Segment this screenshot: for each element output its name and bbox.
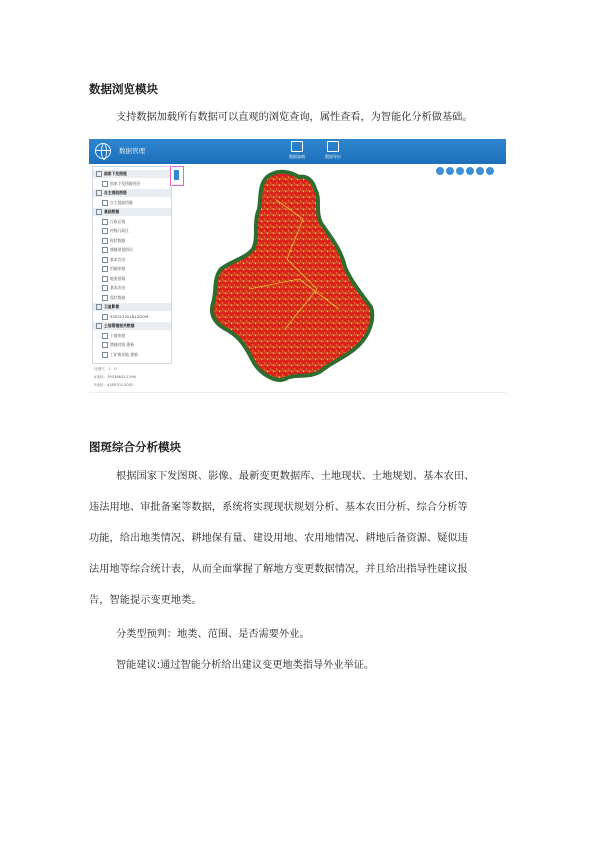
layer-checkbox[interactable] bbox=[102, 228, 108, 234]
layer-item-row[interactable] bbox=[93, 218, 171, 226]
paragraph-line: 根据国家下发图斑、影像、最新变更数据库、土地现状、土地规划、基本农田、 bbox=[116, 471, 475, 482]
section-body-data-browse: 支持数据加载所有数据可以直观的浏览查询，属性查看，为智能化分析做基础。 bbox=[116, 112, 473, 123]
layer-item-row[interactable] bbox=[93, 180, 171, 188]
analysis-paragraph bbox=[89, 470, 507, 625]
screenshot-figure bbox=[89, 139, 506, 393]
layer-checkbox[interactable] bbox=[102, 181, 108, 187]
layer-label: 现状数据 bbox=[110, 294, 126, 300]
layer-label: 土地管理相关数据 bbox=[104, 323, 135, 328]
layer-item-row[interactable] bbox=[93, 265, 171, 273]
app-title: 数据管理 bbox=[119, 147, 145, 155]
layer-item-row[interactable] bbox=[93, 313, 171, 321]
layer-item-row[interactable] bbox=[93, 199, 171, 207]
layer-item-row[interactable] bbox=[93, 332, 171, 340]
layer-label: 自主提取图斑 bbox=[104, 190, 127, 195]
layer-checkbox[interactable] bbox=[102, 295, 108, 301]
scale-readout: 比例尺：1：0 bbox=[94, 367, 117, 371]
x-coordinate-readout: X坐标：39536631.1596 bbox=[94, 375, 136, 379]
data-export-button[interactable]: 数据导出 bbox=[313, 141, 353, 162]
layer-checkbox[interactable] bbox=[96, 209, 102, 215]
layer-label: 基本农田 bbox=[110, 256, 126, 262]
data-load-button[interactable]: 数据加载 bbox=[277, 141, 317, 162]
paragraph-line: 功能，给出地类情况、耕地保有量、建设用地、农用地情况、耕地后备资源、疑似违 bbox=[89, 533, 468, 544]
layer-label: 用地审批 bbox=[110, 266, 126, 271]
layer-label: 行政区划 bbox=[110, 218, 126, 224]
database-icon bbox=[291, 141, 303, 152]
paragraph-line: 法用地等综合统计表，从而全面掌握了解地方变更数据情况，并且给出指导性建议报 bbox=[89, 564, 468, 575]
layer-label: 增减挂钩-建新 bbox=[110, 342, 135, 347]
layer-checkbox[interactable] bbox=[102, 238, 108, 244]
layer-label: 城镇规划图层 bbox=[110, 247, 133, 252]
layer-checkbox[interactable] bbox=[102, 219, 108, 225]
layer-checkbox[interactable] bbox=[102, 200, 108, 206]
layer-group-row[interactable] bbox=[93, 189, 171, 197]
layer-item-row[interactable] bbox=[93, 341, 171, 349]
refresh-icon[interactable] bbox=[486, 167, 494, 175]
download-icon bbox=[327, 141, 339, 152]
layer-label: 卫星影像 bbox=[104, 304, 120, 309]
pan-icon[interactable] bbox=[476, 167, 484, 175]
globe-icon bbox=[95, 143, 111, 159]
layer-item-row[interactable] bbox=[93, 294, 171, 302]
layer-checkbox[interactable] bbox=[102, 257, 108, 263]
layer-panel bbox=[92, 166, 172, 364]
layer-label: 国家下发图斑图层 bbox=[110, 180, 141, 186]
layer-checkbox[interactable] bbox=[96, 190, 102, 196]
zoom-in-icon[interactable] bbox=[436, 167, 444, 175]
bullet-classification: 分类型预判：地类、范围、是否需要外业。 bbox=[116, 629, 310, 640]
layer-checkbox[interactable] bbox=[96, 171, 102, 177]
app-header-bar bbox=[89, 139, 506, 164]
layer-group-row[interactable] bbox=[93, 303, 171, 311]
layer-item-row[interactable] bbox=[93, 246, 171, 254]
layer-label: 土地审批 bbox=[110, 332, 126, 338]
layer-checkbox[interactable] bbox=[96, 304, 102, 310]
layer-item-row[interactable] bbox=[93, 227, 171, 235]
map-toolbar bbox=[436, 167, 504, 177]
next-icon[interactable] bbox=[466, 167, 474, 175]
layer-group-row[interactable] bbox=[93, 322, 171, 330]
layer-item-row[interactable] bbox=[93, 284, 171, 292]
layer-label: 现状数据 bbox=[110, 237, 126, 243]
layer-checkbox[interactable] bbox=[96, 323, 102, 329]
layer-checkbox[interactable] bbox=[102, 333, 108, 339]
layer-checkbox[interactable] bbox=[102, 352, 108, 358]
y-coordinate-readout: Y坐标：4180701.0002 bbox=[94, 383, 134, 387]
bullet-suggestion: 智能建议:通过智能分析给出建议变更地类指导外业举证。 bbox=[116, 660, 375, 671]
layer-label: 国家下发图斑 bbox=[104, 171, 127, 176]
layer-checkbox[interactable] bbox=[102, 285, 108, 291]
county-map-region bbox=[212, 172, 372, 380]
layer-checkbox[interactable] bbox=[102, 276, 108, 282]
layer-checkbox[interactable] bbox=[102, 314, 108, 320]
layer-checkbox[interactable] bbox=[102, 266, 108, 272]
layer-label: 地类图斑 bbox=[110, 275, 126, 281]
section-heading-analysis: 图斑综合分析模块 bbox=[89, 440, 181, 454]
layer-label: 村级行政区 bbox=[110, 228, 129, 233]
paragraph-line: 违法用地、审批备案等数据，系统将实现现状规划分析、基本农田分析、综合分析等 bbox=[89, 502, 468, 513]
layer-label: 自主提取图斑 bbox=[110, 199, 133, 205]
layer-item-row[interactable] bbox=[93, 275, 171, 283]
layer-item-row[interactable] bbox=[93, 351, 171, 359]
layer-item-row[interactable] bbox=[93, 256, 171, 264]
trash-icon[interactable] bbox=[170, 166, 184, 186]
section-heading-data-browse: 数据浏览模块 bbox=[89, 82, 158, 96]
paragraph-line: 告，智能提示变更地类。 bbox=[89, 595, 202, 606]
layer-item-row[interactable] bbox=[93, 237, 171, 245]
layer-label: 基础数据 bbox=[104, 209, 120, 214]
layer-checkbox[interactable] bbox=[102, 342, 108, 348]
layer-group-row[interactable] bbox=[93, 208, 171, 216]
layer-checkbox[interactable] bbox=[102, 247, 108, 253]
layer-label: 基本农田 bbox=[110, 285, 126, 290]
layer-label: 330312201B12DOM bbox=[110, 313, 149, 319]
layer-group-row[interactable] bbox=[93, 170, 171, 178]
prev-icon[interactable] bbox=[456, 167, 464, 175]
zoom-out-icon[interactable] bbox=[446, 167, 454, 175]
layer-label: 工矿废弃地-建新 bbox=[110, 351, 138, 357]
